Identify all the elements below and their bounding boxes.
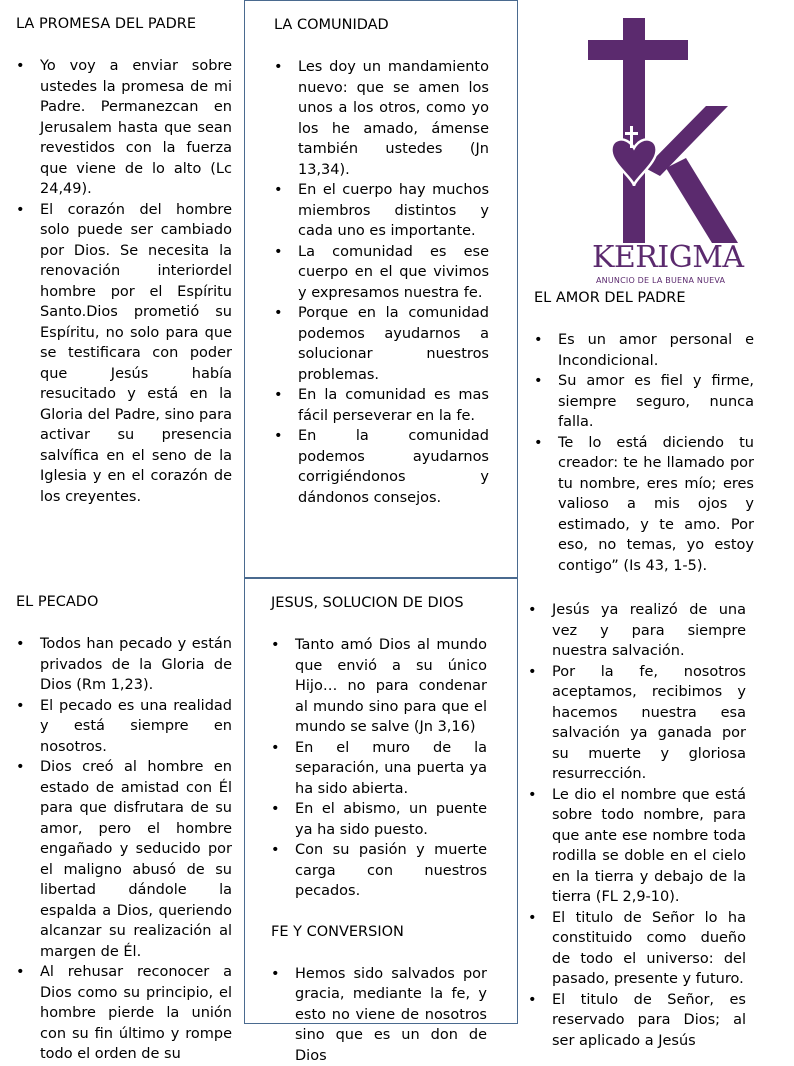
- list-item: • La comunidad es ese cuerpo en el que vivimos y expresamos nuestra fe.: [274, 242, 489, 304]
- jesus-title: JESUS, SOLUCION DE DIOS: [271, 593, 487, 613]
- amor-section: [518, 0, 768, 578]
- list-item: • Hemos sido salvados por gracia, mediante la fe, y esto no viene de nosotros sino que es un don de Dios: [271, 964, 487, 1066]
- comunidad-section: [244, 0, 518, 578]
- list-item: • Todos han pecado y están privados de la Gloria de Dios (Rm 1,23).: [16, 634, 232, 696]
- salvacion-section: [518, 578, 768, 1024]
- list-item: • Su amor es fiel y firme, siempre seguro, nunca falla.: [534, 371, 754, 433]
- amor-list: [534, 330, 754, 576]
- list-item: • Les doy un mandamiento nuevo: que se amen los unos a los otros, como yo los he amado, ámense también ustedes (Jn 13,34).: [274, 57, 489, 180]
- pecado-section: [0, 578, 244, 1024]
- list-item: • El titulo de Señor, es reservado para Dios; al ser aplicado a Jesús: [528, 990, 746, 1052]
- comunidad-title: LA COMUNIDAD: [274, 15, 489, 35]
- list-item: • Dios creó al hombre en estado de amistad con Él para que disfrutara de su amor, pero el hombre engañado y seducido por el maligno abusó de su libertad dándole la espalda a Dios, queriendo alcanzar su realización al margen de Él.: [16, 757, 232, 962]
- jesus-section: [244, 578, 518, 1024]
- list-item: • En el abismo, un puente ya ha sido puesto.: [271, 799, 487, 840]
- jesus-list: [271, 635, 487, 902]
- list-item: • Te lo está diciendo tu creador: te he llamado por tu nombre, eres mío; eres valioso a mis ojos y estimado, y te amo. Por eso, no temas, yo estoy contigo” (Is 43, 1-5).: [534, 433, 754, 577]
- salvacion-list: [528, 600, 746, 1051]
- list-item: • Tanto amó Dios al mundo que envió a su único Hijo… no para condenar al mundo sino para que el mundo se salve (Jn 3,16): [271, 635, 487, 738]
- list-item: • En el muro de la separación, una puerta ya ha sido abierta.: [271, 738, 487, 800]
- fe-title: FE Y CONVERSION: [271, 922, 487, 942]
- list-item: • En la comunidad podemos ayudarnos corrigiéndonos y dándonos consejos.: [274, 426, 489, 508]
- pecado-title: EL PECADO: [16, 592, 232, 612]
- pecado-list: [16, 634, 232, 1065]
- brand-tagline: ANUNCIO DE LA BUENA NUEVA: [596, 276, 776, 285]
- amor-title: EL AMOR DEL PADRE: [534, 288, 754, 308]
- list-item: • El titulo de Señor lo ha constituido como dueño de todo el universo: del pasado, presente y futuro.: [528, 908, 746, 990]
- list-item: • El corazón del hombre solo puede ser cambiado por Dios. Se necesita la renovación interiordel hombre por el Espíritu Santo.Dios prometió su Espíritu, no solo para que se testificara con poder que Jesús había resucitado y está en la Gloria del Padre, sino para activar su presencia salvífica en el seno de la Iglesia y en el corazón de los creyentes.: [16, 200, 232, 508]
- promesa-section: [0, 0, 244, 578]
- list-item: • Con su pasión y muerte carga con nuestros pecados.: [271, 840, 487, 902]
- list-item: • El pecado es una realidad y está siempre en nosotros.: [16, 696, 232, 758]
- list-item: • Porque en la comunidad podemos ayudarnos a solucionar nuestros problemas.: [274, 303, 489, 385]
- comunidad-list: [274, 57, 489, 508]
- promesa-list: [16, 56, 232, 507]
- list-item: • Jesús ya realizó de una vez y para siempre nuestra salvación.: [528, 600, 746, 662]
- list-item: • Por la fe, nosotros aceptamos, recibimos y hacemos nuestra esa salvación ya ganada por su muerte y gloriosa resurrección.: [528, 662, 746, 785]
- list-item: • Yo voy a enviar sobre ustedes la promesa de mi Padre. Permanezcan en Jerusalem hasta que sean revestidos con la fuerza que viene de lo alto (Lc 24,49).: [16, 56, 232, 200]
- kerigma-logo: [574, 18, 794, 288]
- list-item: • En el cuerpo hay muchos miembros distintos y cada uno es importante.: [274, 180, 489, 242]
- fe-list: [271, 964, 487, 1066]
- promesa-title: LA PROMESA DEL PADRE: [16, 14, 232, 34]
- list-item: • Es un amor personal e Incondicional.: [534, 330, 754, 371]
- cross-k-icon: [588, 18, 738, 243]
- list-item: • En la comunidad es mas fácil perseverar en la fe.: [274, 385, 489, 426]
- brand-name: KERIGMA: [592, 240, 772, 275]
- list-item: • Al rehusar reconocer a Dios como su principio, el hombre pierde la unión con su fin último y rompe todo el orden de su: [16, 962, 232, 1065]
- list-item: • Le dio el nombre que está sobre todo nombre, para que ante ese nombre toda rodilla se doble en el cielo en la tierra y debajo de la tierra (FL 2,9-10).: [528, 785, 746, 908]
